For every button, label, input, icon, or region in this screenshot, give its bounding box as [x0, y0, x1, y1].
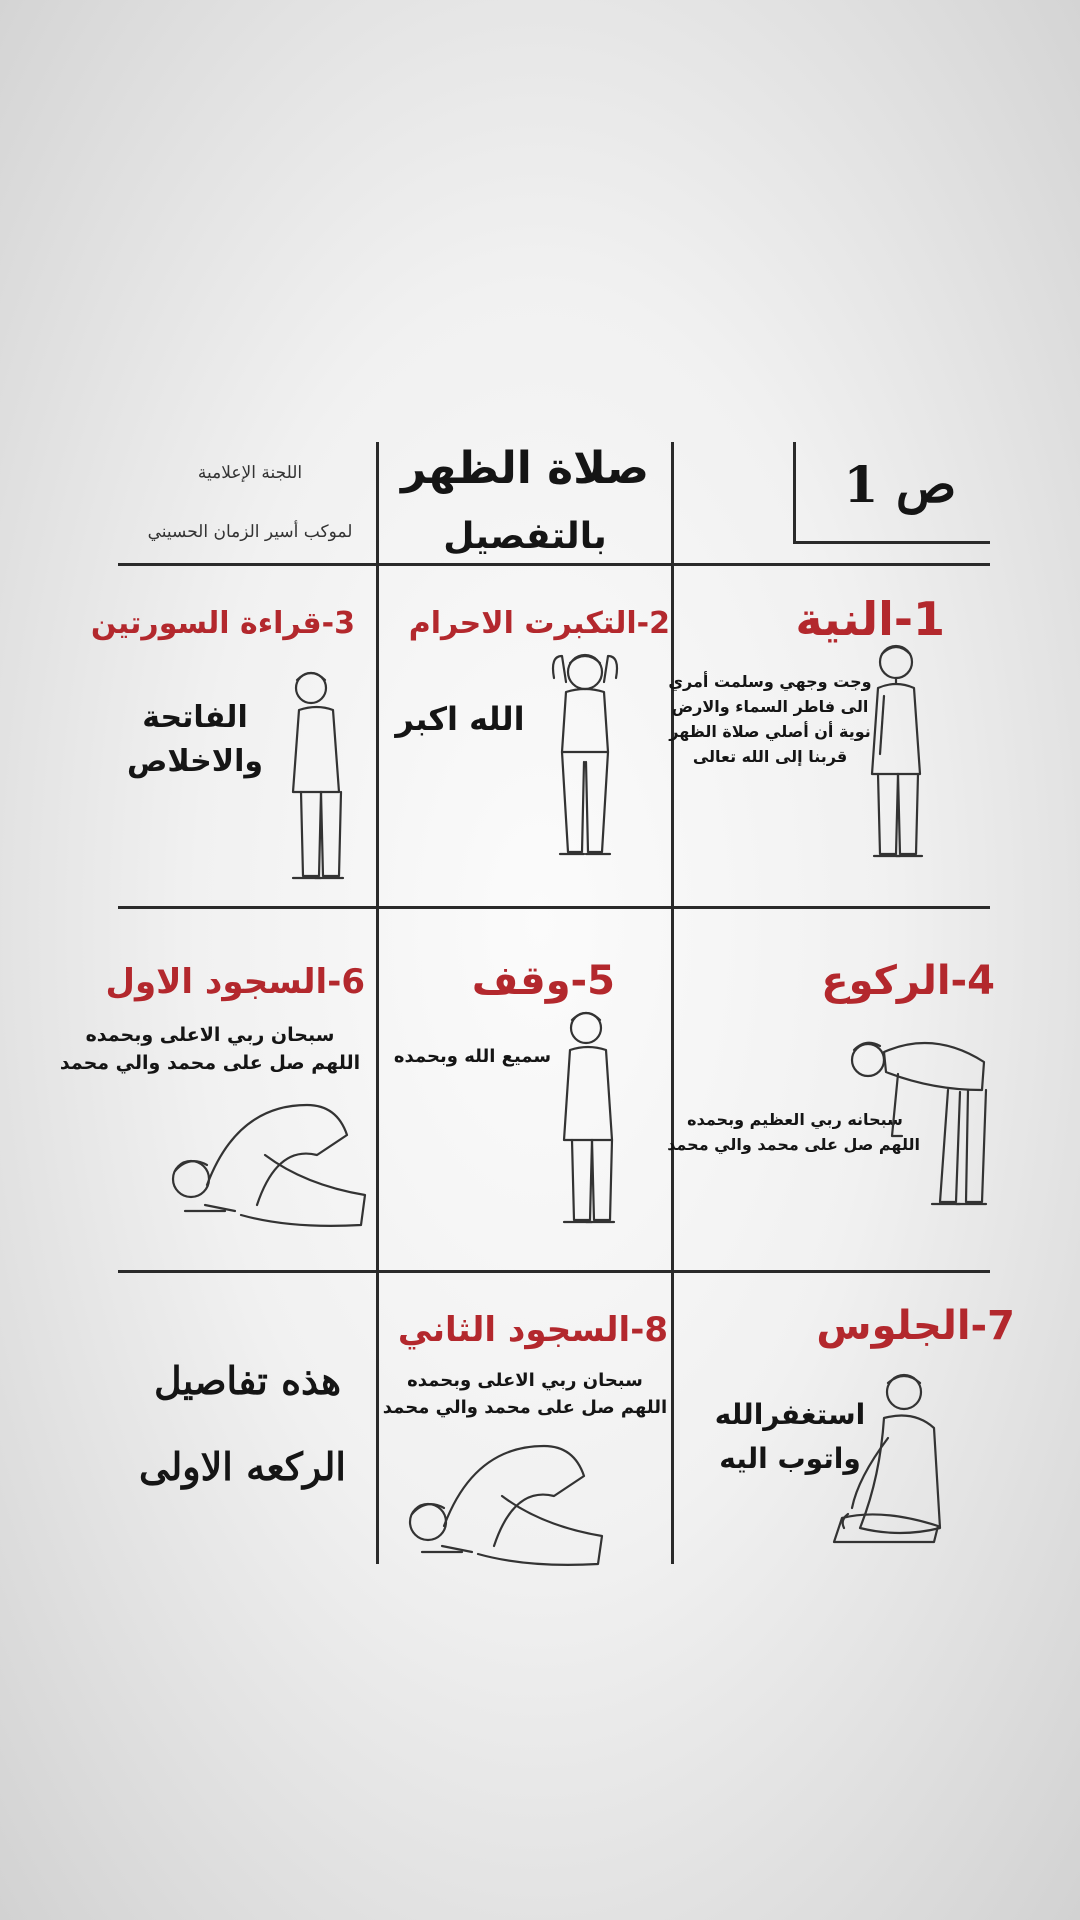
page-box-vline — [793, 442, 796, 544]
step-1-line-4: قربنا إلى الله تعالى — [692, 747, 848, 766]
step-1-line-2: الى فاطر السماء والارض — [671, 697, 869, 716]
committee-name-line2: لموكب أسير الزمان الحسيني — [147, 522, 353, 542]
rakah-note-line-2: الركعه الاولى — [139, 1444, 346, 1489]
grid-hline-middle — [118, 906, 990, 909]
grid-hline-top — [118, 563, 990, 566]
second-prostration-figure — [402, 1432, 612, 1572]
grid-hline-bottom — [118, 1270, 990, 1273]
step-3-line-1: الفاتحة — [142, 700, 248, 735]
step-5-text: سميع الله وبحمده — [393, 1046, 552, 1067]
rakah-note-line-1: هذه تفاصيل — [153, 1358, 341, 1403]
grid-vline-right — [671, 442, 674, 1564]
step-1-title: 1-النية — [795, 592, 945, 646]
first-prostration-figure — [165, 1095, 375, 1235]
step-8-title: 8-السجود الثاني — [397, 1310, 668, 1350]
step-7-line-2: واتوب اليه — [719, 1442, 861, 1475]
step-2-title: 2-التكبرت الاحرام — [408, 606, 670, 641]
step-4-title: 4-الركوع — [821, 958, 995, 1004]
page-title: صلاة الظهر — [400, 443, 650, 494]
standing-intention-figure — [860, 640, 930, 875]
step-8-line-1: سبحان ربي الاعلى وبحمده — [407, 1370, 643, 1391]
committee-name-line1: اللجنة الإعلامية — [197, 463, 303, 483]
step-1-line-1: وجت وجهي وسلمت أمري — [668, 672, 872, 691]
step-3-title: 3-قراءة السورتين — [90, 606, 355, 641]
sitting-figure — [828, 1368, 948, 1563]
takbir-figure — [540, 648, 630, 878]
step-4-line-2: اللهم صل على محمد والي محمد — [667, 1135, 920, 1154]
step-1-line-3: نوية أن أصلي صلاة الظهر — [669, 722, 871, 741]
page-number-label: ص 1 — [843, 455, 957, 514]
step-4-line-1: سبحانه ربي العظيم وبحمده — [687, 1110, 903, 1129]
step-6-line-2: اللهم صل على محمد والي محمد — [59, 1052, 361, 1074]
step-7-line-1: استغفرالله — [714, 1398, 866, 1431]
page-subtitle: بالتفصيل — [443, 516, 607, 557]
standing-recitation-figure — [285, 668, 355, 903]
step-3-line-2: والاخلاص — [126, 744, 264, 779]
step-8-line-2: اللهم صل على محمد والي محمد — [382, 1397, 668, 1418]
page-box-hline — [793, 541, 990, 544]
step-7-title: 7-الجلوس — [816, 1303, 1015, 1349]
grid-vline-left — [376, 442, 379, 1564]
step-5-title: 5-وقف — [471, 958, 615, 1004]
bowing-figure — [848, 1020, 998, 1220]
step-6-line-1: سبحان ربي الاعلى وبحمده — [85, 1024, 335, 1046]
step-6-title: 6-السجود الاول — [105, 962, 365, 1002]
step-2-text: الله اكبر — [395, 700, 525, 738]
standing-upright-figure — [556, 1008, 626, 1243]
